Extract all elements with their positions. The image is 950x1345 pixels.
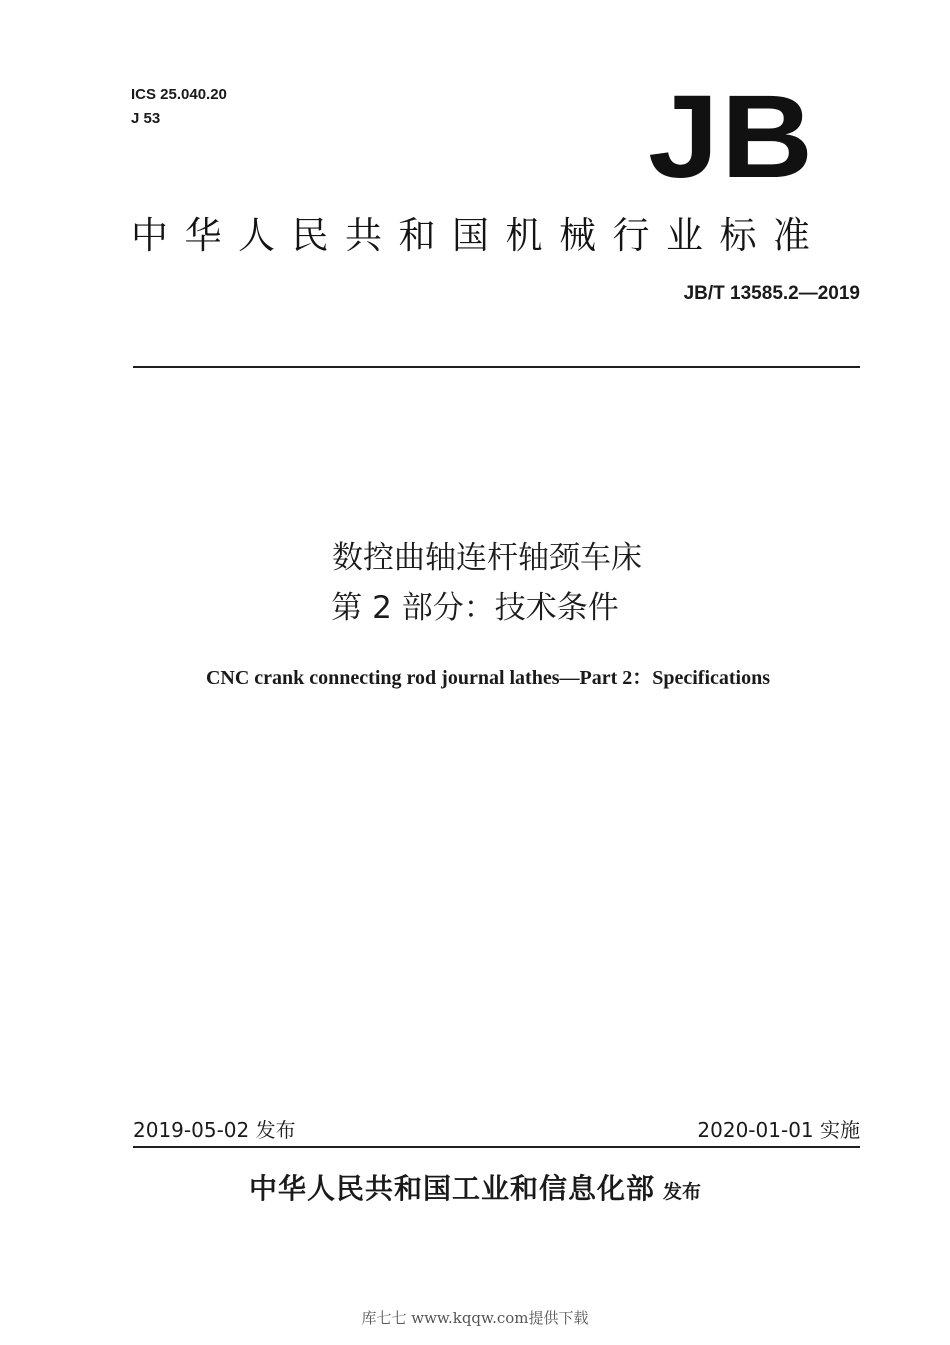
standard-type: 中华人民共和国机械行业标准 — [131, 214, 827, 257]
ccs-code: J 53 — [131, 110, 161, 127]
publish-verb: 发布 — [663, 1181, 702, 1203]
standard-number: JB/T 13585.2—2019 — [683, 283, 860, 304]
top-divider — [133, 366, 860, 368]
issue-date: 2019-05-02 发布 — [133, 1118, 296, 1142]
publisher-name: 中华人民共和国工业和信息化部 — [248, 1172, 655, 1205]
title-english: CNC crank connecting rod journal lathes—Part 2：Specifications — [205, 667, 771, 689]
effective-date: 2020-01-01 实施 — [697, 1118, 860, 1142]
jb-logo: JB — [648, 71, 816, 203]
publisher-line — [0, 1170, 950, 1208]
bottom-divider — [133, 1146, 860, 1148]
title-chinese-line1: 数控曲轴连杆轴颈车床 — [332, 540, 642, 576]
ics-code: ICS 25.040.20 — [131, 86, 227, 103]
download-footer: 库七七 www.kqqw.com提供下载 — [361, 1309, 589, 1327]
title-chinese-line2: 第 2 部分：技术条件 — [331, 590, 619, 626]
